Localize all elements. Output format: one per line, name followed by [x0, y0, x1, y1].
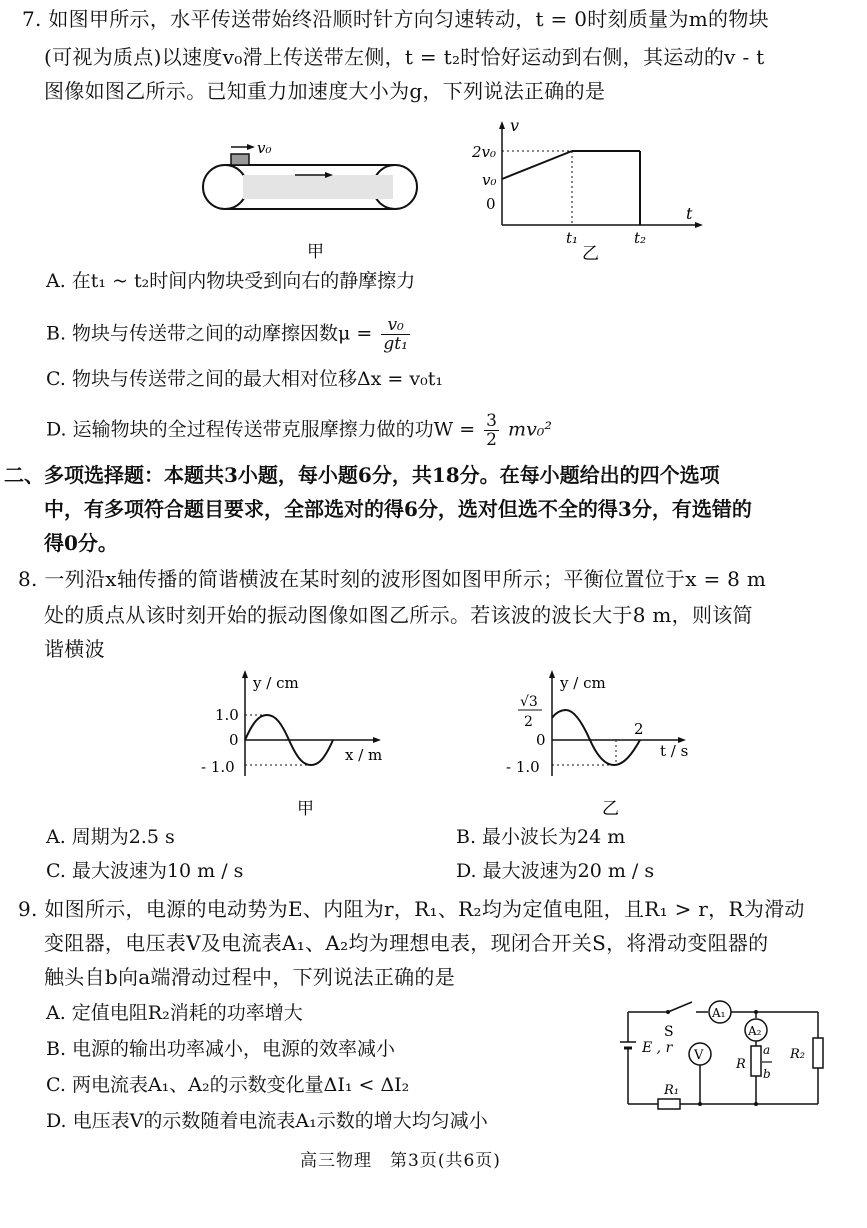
vib-tick-neg: - 1.0	[506, 758, 540, 776]
q8-line-3: 谐横波	[44, 637, 105, 661]
r1-label: R₁	[664, 1083, 679, 1098]
vib-tick-2: 2	[634, 720, 644, 738]
rheostat-end-b: b	[763, 1067, 771, 1081]
q9-option-b: B. 电源的输出功率减小，电源的效率减小	[46, 1038, 396, 1060]
wave-x-axis-label: x / m	[345, 746, 383, 764]
wave-caption-jia: 甲	[297, 799, 314, 818]
vib-tick-0: 0	[536, 731, 546, 749]
rheostat-label: R	[736, 1057, 746, 1072]
source-label: E , r	[642, 1040, 673, 1056]
q7-option-d-text: D. 运输物块的全过程传送带克服摩擦力做的功W =	[46, 418, 476, 441]
q8-line-2: 处的质点从该时刻开始的振动图像如图乙所示。若该波的波长大于8 m，则该简	[44, 603, 753, 627]
tick-t2: t₂	[634, 229, 647, 247]
section-2-line-2: 中，有多项符合题目要求，全部选对的得6分，选对但选不全的得3分，有选错的	[44, 497, 752, 521]
circuit-diagram	[612, 988, 837, 1118]
q7-line-2: (可视为质点)以速度v₀滑上传送带左侧，t = t₂时恰好运动到右侧，其运动的v - t	[44, 45, 765, 69]
fig-caption-yi: 乙	[582, 244, 599, 264]
section-2-line-1: 二、多项选择题：本题共3小题，每小题6分，共18分。在每小题给出的四个选项	[4, 463, 720, 487]
tick-0: 0	[486, 195, 496, 213]
q7-line-3: 图像如图乙所示。已知重力加速度大小为g，下列说法正确的是	[44, 79, 606, 103]
tick-v0: v₀	[482, 171, 497, 189]
frac-numerator: v₀	[381, 316, 410, 335]
wave-graph	[195, 668, 395, 818]
q9-option-a: A. 定值电阻R₂消耗的功率增大	[46, 1002, 303, 1024]
t-axis-label: t	[686, 204, 693, 223]
q7-line-1: 7. 如图甲所示，水平传送带始终沿顺时针方向匀速转动，t = 0时刻质量为m的物块	[22, 7, 769, 31]
q8-option-b: B. 最小波长为24 m	[456, 826, 626, 848]
v0-label: v₀	[257, 139, 272, 157]
vt-graph	[470, 115, 710, 265]
vib-tick-sqrt3: √3	[520, 694, 538, 710]
q7-option-a: A. 在t₁ ~ t₂时间内物块受到向右的静摩擦力	[46, 270, 416, 292]
vib-tick-2-den: 2	[524, 714, 533, 730]
tick-t1: t₁	[566, 229, 579, 247]
section-2-line-3: 得0分。	[44, 531, 118, 555]
vib-caption-yi: 乙	[602, 799, 619, 818]
fig-caption-jia: 甲	[307, 242, 324, 262]
rheostat-end-a: a	[763, 1043, 771, 1057]
wave-tick-0: 0	[229, 731, 239, 749]
q9-option-d: D. 电压表V的示数随着电流表A₁示数的增大均匀减小	[46, 1110, 488, 1132]
q8-line-1: 8. 一列沿x轴传播的简谐横波在某时刻的波形图如图甲所示；平衡位置位于x = 8 m	[18, 567, 767, 591]
wave-y-axis-label: y / cm	[253, 674, 299, 692]
r2-label: R₂	[790, 1047, 805, 1062]
frac-numerator: 3	[486, 411, 497, 431]
frac-denominator: gt₁	[383, 334, 408, 354]
tick-2v0: 2v₀	[472, 143, 497, 161]
page-footer: 高三物理 第3页(共6页)	[300, 1151, 501, 1171]
wave-tick-pos: 1.0	[215, 706, 239, 724]
q9-option-c: C. 两电流表A₁、A₂的示数变化量ΔI₁ < ΔI₂	[46, 1074, 410, 1096]
v-axis-label: v	[510, 116, 520, 135]
q7-option-b-text: B. 物块与传送带之间的动摩擦因数μ =	[46, 322, 373, 345]
q8-option-c: C. 最大波速为10 m / s	[46, 860, 244, 882]
q8-option-d: D. 最大波速为20 m / s	[456, 860, 655, 882]
q7-option-d-tail: mv₀²	[508, 418, 553, 441]
ammeter-a2-label: A₂	[748, 1024, 762, 1038]
q9-line-3: 触头自b向a端滑动过程中，下列说法正确的是	[44, 965, 456, 989]
q9-line-2: 变阻器，电压表V及电流表A₁、A₂均为理想电表，现闭合开关S，将滑动变阻器的	[44, 931, 769, 955]
q7-option-b-fraction	[381, 316, 410, 353]
q7-option-d-fraction	[484, 412, 499, 449]
ammeter-a1-label: A₁	[712, 1006, 726, 1020]
q9-line-1: 9. 如图所示，电源的电动势为E、内阻为r，R₁、R₂均为定值电阻，且R₁ > r，R为滑动	[18, 897, 805, 921]
q8-option-a: A. 周期为2.5 s	[46, 826, 175, 848]
q7-option-d	[46, 412, 552, 449]
q7-option-c: C. 物块与传送带之间的最大相对位移Δx = v₀t₁	[46, 368, 443, 390]
vib-y-axis-label: y / cm	[560, 674, 606, 692]
conveyor-belt-figure	[195, 135, 435, 265]
wave-tick-neg: - 1.0	[201, 758, 235, 776]
q7-option-b	[46, 316, 413, 353]
voltmeter-label: V	[694, 1048, 704, 1063]
frac-denominator: 2	[486, 430, 497, 450]
vib-t-axis-label: t / s	[660, 742, 689, 760]
switch-label: S	[664, 1024, 674, 1040]
vibration-graph	[500, 668, 700, 818]
